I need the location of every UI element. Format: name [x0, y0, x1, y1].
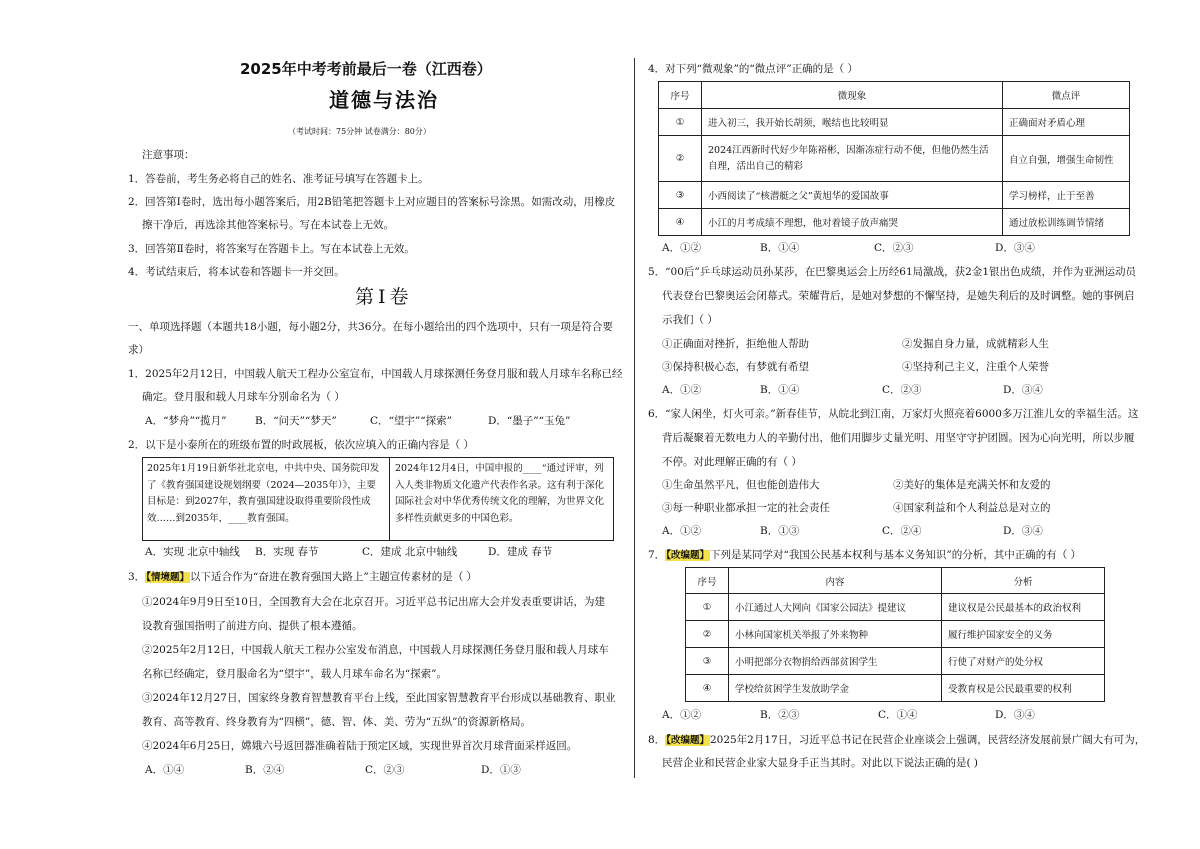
q6-option-b: B．①③ — [760, 525, 800, 537]
q2-option-b: B．实现 春节 — [255, 546, 319, 558]
q1-stem: 1．2025年2月12日，中国载人航天工程办公室宣布，中国载人月球探测任务登月服和载人月球车名称已经 — [128, 368, 623, 380]
q8-line1: 2025年2月17日，习近平总书记在民营企业座谈会上强调，民营经济发展前景广阔大有可为， — [709, 734, 1146, 746]
q3-line: 教育、高等教育、终身教育为“四横”，德、智、体、美、劳为“五纵”的资源新格局。 — [142, 716, 531, 728]
table-cell: 行使了对财产的处分权 — [942, 648, 1105, 675]
table-cell: 建议权是公民最基本的政治权利 — [942, 594, 1105, 621]
q7-stem-text: 下列是某同学对“我国公民基本权利与基本义务知识”的分析，其中正确的有（ ） — [709, 549, 1082, 561]
note-item: 擦干净后，再选涂其他答案标号。写在本试卷上无效。 — [142, 219, 394, 231]
q3-option-d: D．①③ — [481, 764, 521, 776]
q2-box-divider — [389, 458, 390, 540]
q7-table — [685, 567, 1105, 702]
q8-tag: 【改编题】 — [666, 735, 709, 746]
q3-line: ①2024年9月9日至10日，全国教育大会在北京召开。习近平总书记出席大会并发表重要讲话，为建 — [142, 596, 605, 608]
q6-stem: 6．“家人闲坐，灯火可亲。”新春佳节，从皖北到江南，万家灯火照亮着6000多万江淮儿女的幸福生活。这 — [648, 408, 1139, 420]
q4-header-phenomenon: 微现象 — [702, 82, 1003, 109]
table-cell: 小西阅读了“核潜艇之父”黄旭华的爱国故事 — [702, 182, 1003, 209]
q7-stem — [648, 548, 1081, 563]
note-item: 1．答卷前，考生务必将自己的姓名、准考证号填写在答题卡上。 — [128, 173, 429, 185]
table-cell: ② — [686, 621, 729, 648]
q3-number: 3． — [128, 571, 146, 583]
q5-option-d: D．③④ — [1003, 384, 1043, 396]
q3-line: 名称已经确定，登月服命名为“望宇”，载人月球车命名为“探索”。 — [142, 668, 447, 680]
q7-tag: 【改编题】 — [666, 550, 709, 561]
table-header-row — [686, 568, 1105, 594]
q7-option-b: B．②③ — [760, 709, 800, 721]
q6-stem: 不停。对此理解正确的有（ ） — [662, 456, 802, 468]
note-item: 2．回答第Ⅰ卷时，选出每小题答案后，用2B铅笔把答题卡上对应题目的答案标号涂黑。如需改动，用橡皮 — [128, 196, 616, 208]
q8-number: 8． — [648, 734, 666, 746]
q2-box-right: 2024年12月4日，中国申报的____“通过评审，列入人类非物质文化遗产代表作名录。这有利于深化国际社会对中华优秀传统文化的理解，为世界文化多样性贡献更多的中国色彩。 — [395, 463, 605, 524]
q7-option-a: A．①② — [662, 709, 702, 721]
q7-header-analysis: 分析 — [942, 568, 1105, 594]
q6-choice: ④国家利益和个人利益总是对立的 — [893, 502, 1051, 514]
q5-choice: ③保持积极心态，有梦就有希望 — [662, 361, 809, 373]
table-cell: ③ — [686, 648, 729, 675]
table-cell: 小林向国家机关举报了外来物种 — [729, 621, 942, 648]
table-cell: ① — [686, 594, 729, 621]
q7-option-d: D．③④ — [995, 709, 1035, 721]
table-cell: ④ — [659, 209, 702, 236]
table-row — [686, 675, 1105, 702]
table-row — [659, 109, 1130, 136]
q1-stem: 确定。登月服和载人月球车分别命名为（ ） — [142, 391, 345, 403]
q4-table — [658, 81, 1130, 236]
q3-line: 设教育强国指明了前进方向、提供了根本遵循。 — [142, 620, 363, 632]
q2-option-d: D．建成 春节 — [488, 546, 553, 558]
table-cell: ① — [659, 109, 702, 136]
note-item: 3．回答第Ⅱ卷时，将答案写在答题卡上。写在本试卷上无效。 — [128, 243, 415, 255]
q5-choice: ④坚持利己主义，注重个人荣誉 — [902, 361, 1049, 373]
q2-stem: 2．以下是小泰所在的班级布置的时政展板，依次应填入的正确内容是（ ） — [128, 439, 475, 451]
table-cell: 学习榜样，止于至善 — [1003, 182, 1130, 209]
table-cell: 自立自强，增强生命韧性 — [1003, 136, 1130, 182]
table-cell: ② — [659, 136, 702, 182]
section-title: 第Ⅰ卷 — [355, 286, 413, 308]
q6-choice: ②美好的集体是充满关怀和友爱的 — [893, 479, 1051, 491]
column-divider — [634, 58, 635, 778]
q5-stem: 5．“00后”乒乓球运动员孙某莎，在巴黎奥运会上历经61局激战，获2金1银出色成绩，并作为亚洲运动员 — [648, 266, 1136, 278]
instructions-line: 求） — [128, 344, 149, 356]
exam-info: （考试时间：75分钟 试卷满分：80分） — [288, 127, 431, 136]
q6-stem: 背后凝聚着无数电力人的辛勤付出，他们用脚步丈量光明、用坚守守护团圆。因为心向光明，所以步履 — [662, 432, 1135, 444]
q5-option-c: C．②③ — [882, 384, 922, 396]
table-cell: 受教育权是公民最重要的权利 — [942, 675, 1105, 702]
q8-line2: 民营企业和民营企业家大显身手正当其时。对此以下说法正确的是( ) — [662, 757, 979, 769]
q3-option-a: A．①④ — [145, 764, 185, 776]
q5-stem: 代表登台巴黎奥运会闭幕式。荣耀背后，是她对梦想的不懈坚持，是她失利后的及时调整。她的事例启 — [662, 290, 1135, 302]
q6-choice: ①生命虽然平凡，但也能创造伟大 — [662, 479, 820, 491]
q8-stem — [648, 733, 1145, 748]
q5-choice: ①正确面对挫折，拒绝他人帮助 — [662, 338, 809, 350]
q3-stem-text: 以下适合作为“奋进在教育强国大路上”主题宣传素材的是（ ） — [189, 571, 478, 583]
table-row — [686, 594, 1105, 621]
q4-option-a: A．①② — [662, 242, 702, 254]
subject-title: 道德与法治 — [329, 88, 439, 112]
q2-box-left: 2025年1月19日新华社北京电，中共中央、国务院印发了《教育强国建设规划纲要（2024—2035年）》，主要目标是：到2027年，教育强国建设取得重要阶段性成效……到2035年，____教育强国。 — [147, 463, 380, 524]
q4-header-no: 序号 — [659, 82, 702, 109]
table-cell: 2024江西新时代好少年陈裕彬，因渐冻症行动不便，但他仍然生活自理，活出自己的精彩 — [702, 136, 1003, 182]
exam-title: 2025年中考考前最后一卷（江西卷） — [240, 60, 492, 78]
q7-header-content: 内容 — [729, 568, 942, 594]
note-item: 4．考试结束后，将本试卷和答题卡一并交回。 — [128, 266, 345, 278]
q4-option-b: B．①④ — [760, 242, 800, 254]
table-cell: 进入初三，我开始长胡须，喉结也比较明显 — [702, 109, 1003, 136]
table-row — [659, 136, 1130, 182]
q3-option-c: C．②③ — [365, 764, 405, 776]
table-cell: 小江的月考成绩不理想，他对着镜子放声痛哭 — [702, 209, 1003, 236]
q3-stem — [128, 570, 477, 585]
q7-header-no: 序号 — [686, 568, 729, 594]
q5-choice: ②发掘自身力量，成就精彩人生 — [902, 338, 1049, 350]
table-cell: 小江通过人大网向《国家公园法》提建议 — [729, 594, 942, 621]
q7-number: 7． — [648, 549, 666, 561]
table-row — [659, 182, 1130, 209]
q1-option-b: B．“问天”“梦天” — [255, 415, 337, 427]
q3-tag: 【情境题】 — [146, 572, 189, 583]
table-header-row — [659, 82, 1130, 109]
q3-option-b: B．②④ — [245, 764, 285, 776]
table-cell: ④ — [686, 675, 729, 702]
q5-option-a: A．①② — [662, 384, 702, 396]
q1-option-c: C．“望宇”“探索” — [370, 415, 453, 427]
q2-option-c: C．建成 北京中轴线 — [362, 546, 458, 558]
table-row — [686, 621, 1105, 648]
table-row — [659, 209, 1130, 236]
q6-option-c: C．②④ — [882, 525, 922, 537]
q3-line: ②2025年2月12日，中国载人航天工程办公室发布消息，中国载人月球探测任务登月服和载人月球车 — [142, 644, 609, 656]
q3-line: ④2024年6月25日，嫦娥六号返回器准确着陆于预定区域，实现世界首次月球背面采样返回。 — [142, 740, 578, 752]
instructions-line: 一、单项选择题（本题共18小题，每小题2分，共36分。在每小题给出的四个选项中，只有一项是符合要 — [128, 321, 613, 333]
table-cell: 正确面对矛盾心理 — [1003, 109, 1130, 136]
table-cell: ③ — [659, 182, 702, 209]
table-row — [686, 648, 1105, 675]
table-cell: 履行维护国家安全的义务 — [942, 621, 1105, 648]
q1-option-d: D．“墨子”“玉兔” — [488, 415, 571, 427]
q6-option-d: D．③④ — [1003, 525, 1043, 537]
q4-option-d: D．③④ — [995, 242, 1035, 254]
q4-option-c: C．②③ — [874, 242, 914, 254]
q1-option-a: A．“梦舟”“揽月” — [145, 415, 227, 427]
q6-option-a: A．①② — [662, 525, 702, 537]
q5-option-b: B．①④ — [760, 384, 800, 396]
q3-line: ③2024年12月27日，国家终身教育智慧教育平台上线，至此国家智慧教育平台形成以基础教育、职业 — [142, 692, 616, 704]
q6-choice: ③每一种职业都承担一定的社会责任 — [662, 502, 830, 514]
q5-stem: 示我们（ ） — [662, 314, 718, 326]
table-cell: 学校给贫困学生发放助学金 — [729, 675, 942, 702]
notes-heading: 注意事项： — [142, 149, 195, 161]
table-cell: 通过放松训练调节情绪 — [1003, 209, 1130, 236]
q7-option-c: C．①④ — [878, 709, 918, 721]
q4-stem: 4．对下列“微观象”的“微点评”正确的是（ ） — [648, 63, 858, 75]
q4-header-comment: 微点评 — [1003, 82, 1130, 109]
q2-news-board — [142, 457, 614, 541]
table-cell: 小明把部分衣物捐给西部贫困学生 — [729, 648, 942, 675]
q2-option-a: A．实现 北京中轴线 — [145, 546, 240, 558]
